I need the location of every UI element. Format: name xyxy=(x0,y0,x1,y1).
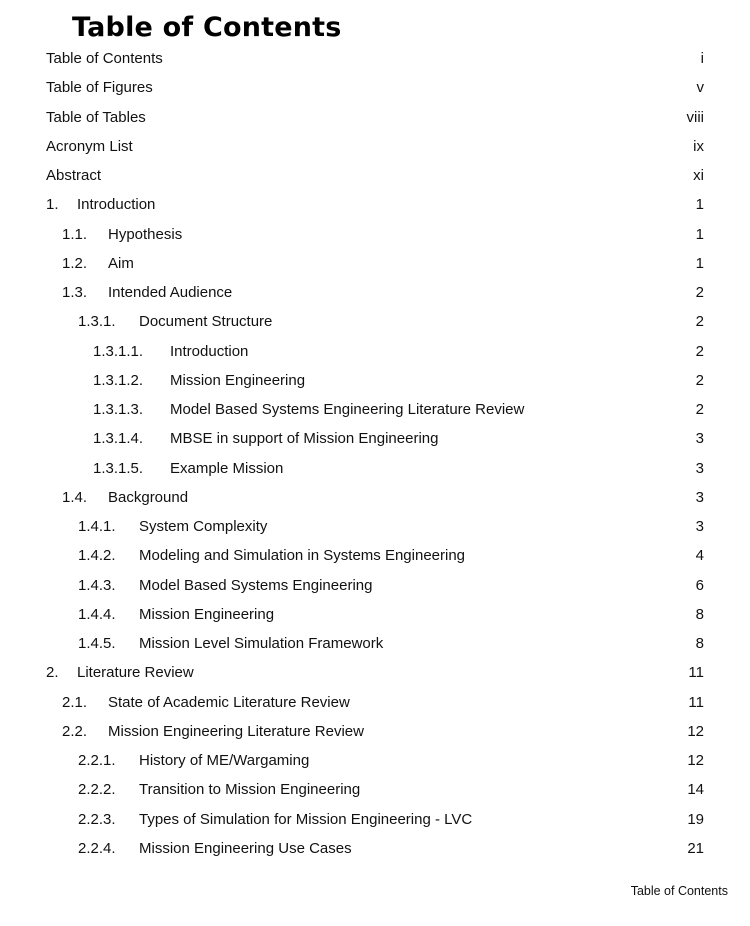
toc-entry-page: 2 xyxy=(695,371,704,389)
toc-entry-page: 8 xyxy=(695,635,704,652)
toc-entry-title[interactable]: Literature Review xyxy=(77,664,194,682)
toc-entry[interactable] xyxy=(0,44,750,73)
toc-entry[interactable] xyxy=(0,571,750,600)
toc-entry-title[interactable]: Mission Engineering Literature Review xyxy=(108,722,364,740)
toc-entry-title[interactable]: System Complexity xyxy=(139,518,268,535)
toc-entry-page: 3 xyxy=(695,430,704,448)
toc-entry[interactable] xyxy=(0,454,750,483)
toc-entry-title[interactable]: Abstract xyxy=(46,167,102,184)
toc-entry-number: 1.4.3. xyxy=(78,576,116,594)
toc-entry-number: 2.2.4. xyxy=(78,839,116,857)
toc-entry-number: 1.2. xyxy=(62,254,88,272)
toc-entry-number: 1.4.2. xyxy=(78,547,116,565)
toc-entry[interactable] xyxy=(0,161,750,190)
toc-entry-title[interactable]: History of ME/Wargaming xyxy=(139,752,310,769)
toc-entry-page: 8 xyxy=(695,605,704,623)
toc-entry[interactable] xyxy=(0,424,750,453)
toc-entry-page: 3 xyxy=(695,518,704,535)
toc-entry[interactable] xyxy=(0,190,750,219)
toc-entry[interactable] xyxy=(0,366,750,395)
toc-entry-page: 1 xyxy=(695,225,704,243)
toc-entry-page: 2 xyxy=(695,401,704,418)
toc-entry[interactable] xyxy=(0,249,750,278)
toc-entry-title[interactable]: Table of Contents xyxy=(46,50,163,67)
toc-entry-number: 1.4.1. xyxy=(78,518,116,535)
toc-entry-page: 1 xyxy=(695,196,704,214)
toc-entry[interactable] xyxy=(0,688,750,717)
toc-entry-page: 2 xyxy=(695,284,704,301)
toc-entry-page: 14 xyxy=(687,781,704,799)
toc-entry[interactable] xyxy=(0,805,750,834)
toc-entry[interactable] xyxy=(0,541,750,570)
toc-entry-page: 12 xyxy=(687,722,704,740)
toc-entry[interactable] xyxy=(0,775,750,804)
toc-entry-title[interactable]: Model Based Systems Engineering xyxy=(139,576,373,594)
toc-entry-title[interactable]: Introduction xyxy=(170,342,249,360)
toc-entry[interactable] xyxy=(0,600,750,629)
toc-entry-page: 19 xyxy=(687,810,704,828)
toc-entry-number: 1.4.4. xyxy=(78,605,116,623)
toc-entry-number: 1. xyxy=(46,196,59,214)
toc-entry-title[interactable]: Transition to Mission Engineering xyxy=(139,781,361,799)
toc-entry-page: 21 xyxy=(687,839,704,857)
toc-entry-title[interactable]: Mission Engineering xyxy=(170,371,306,389)
page-footer: Table of Contents xyxy=(630,884,728,898)
toc-entry-title[interactable]: Mission Level Simulation Framework xyxy=(139,635,384,652)
toc-entry-title[interactable]: Example Mission xyxy=(170,459,284,477)
toc-entry-page: 2 xyxy=(695,342,704,360)
toc-entry-number: 1.4. xyxy=(62,488,88,506)
toc-entry-page: 2 xyxy=(695,313,704,331)
toc-entry-number: 2.2.3. xyxy=(78,810,116,828)
toc-entry-page: 3 xyxy=(695,488,704,506)
toc-entry-number: 1.4.5. xyxy=(78,635,116,652)
toc-entry-page: viii xyxy=(686,108,704,126)
toc-entry-number: 1.1. xyxy=(62,225,88,243)
toc-entry-number: 2.2.2. xyxy=(78,781,116,799)
toc-entry-title[interactable]: Table of Figures xyxy=(46,79,153,97)
toc-entry[interactable] xyxy=(0,73,750,102)
toc-entry-title[interactable]: Hypothesis xyxy=(108,225,183,243)
toc-entry-title[interactable]: State of Academic Literature Review xyxy=(108,693,350,711)
toc-entry-title[interactable]: Aim xyxy=(108,254,134,272)
toc-entry-number: 2.2.1. xyxy=(78,752,116,769)
toc-entry[interactable] xyxy=(0,483,750,512)
toc-entry-page: i xyxy=(700,50,704,67)
toc-entry-page: 3 xyxy=(695,459,704,477)
toc-entry-page: 4 xyxy=(695,547,704,565)
toc-entry-title[interactable]: Background xyxy=(108,488,189,506)
toc-entry-page: 6 xyxy=(695,576,704,594)
toc-entry-title[interactable]: Acronym List xyxy=(46,137,133,155)
toc-entry-title[interactable]: Mission Engineering xyxy=(139,605,275,623)
toc-entry-number: 1.3.1.2. xyxy=(93,371,144,389)
toc-entry[interactable] xyxy=(0,512,750,541)
toc-entry[interactable] xyxy=(0,834,750,863)
toc-entry-title[interactable]: Introduction xyxy=(77,196,156,214)
toc-entry-title[interactable]: Table of Tables xyxy=(46,108,146,126)
toc-entry-title[interactable]: Modeling and Simulation in Systems Engineering xyxy=(139,547,466,565)
toc-entry[interactable] xyxy=(0,629,750,658)
toc-entry-title[interactable]: Types of Simulation for Mission Engineering - LVC xyxy=(139,810,473,828)
toc-entry-number: 2. xyxy=(46,664,59,682)
toc-entry[interactable] xyxy=(0,395,750,424)
toc-entry-page: ix xyxy=(693,137,704,155)
toc-entry-title[interactable]: Document Structure xyxy=(139,313,273,331)
toc-entry[interactable] xyxy=(0,220,750,249)
toc-entry[interactable] xyxy=(0,278,750,307)
toc-entry-page: v xyxy=(696,79,704,97)
toc-entry-title[interactable]: Mission Engineering Use Cases xyxy=(139,839,352,857)
toc-entry[interactable] xyxy=(0,658,750,687)
toc-entry-page: 12 xyxy=(687,752,704,769)
toc-entry[interactable] xyxy=(0,103,750,132)
toc-entry[interactable] xyxy=(0,132,750,161)
toc-entry-number: 1.3.1.5. xyxy=(93,459,144,477)
toc-entry-title[interactable]: MBSE in support of Mission Engineering xyxy=(170,430,439,448)
toc-entry-title[interactable]: Model Based Systems Engineering Literature Review xyxy=(170,401,525,418)
toc-entry-title[interactable]: Intended Audience xyxy=(108,284,233,301)
toc-entry[interactable] xyxy=(0,337,750,366)
page-title: Table of Contents xyxy=(72,12,342,43)
toc-entry-page: 11 xyxy=(688,693,704,711)
toc-entry-number: 1.3. xyxy=(62,284,88,301)
toc-entry-number: 1.3.1.1. xyxy=(93,342,144,360)
toc-entry-page: 1 xyxy=(695,254,704,272)
toc-entry-number: 2.1. xyxy=(62,693,88,711)
toc-entry-number: 1.3.1.3. xyxy=(93,401,144,418)
toc-entry-page: xi xyxy=(693,167,704,184)
toc-entry[interactable] xyxy=(0,746,750,775)
toc-entry-number: 2.2. xyxy=(62,722,88,740)
toc-entry-number: 1.3.1.4. xyxy=(93,430,144,448)
toc-entry-page: 11 xyxy=(688,664,704,682)
toc-entry[interactable] xyxy=(0,307,750,336)
toc-entry-number: 1.3.1. xyxy=(78,313,116,331)
toc-entry[interactable] xyxy=(0,717,750,746)
